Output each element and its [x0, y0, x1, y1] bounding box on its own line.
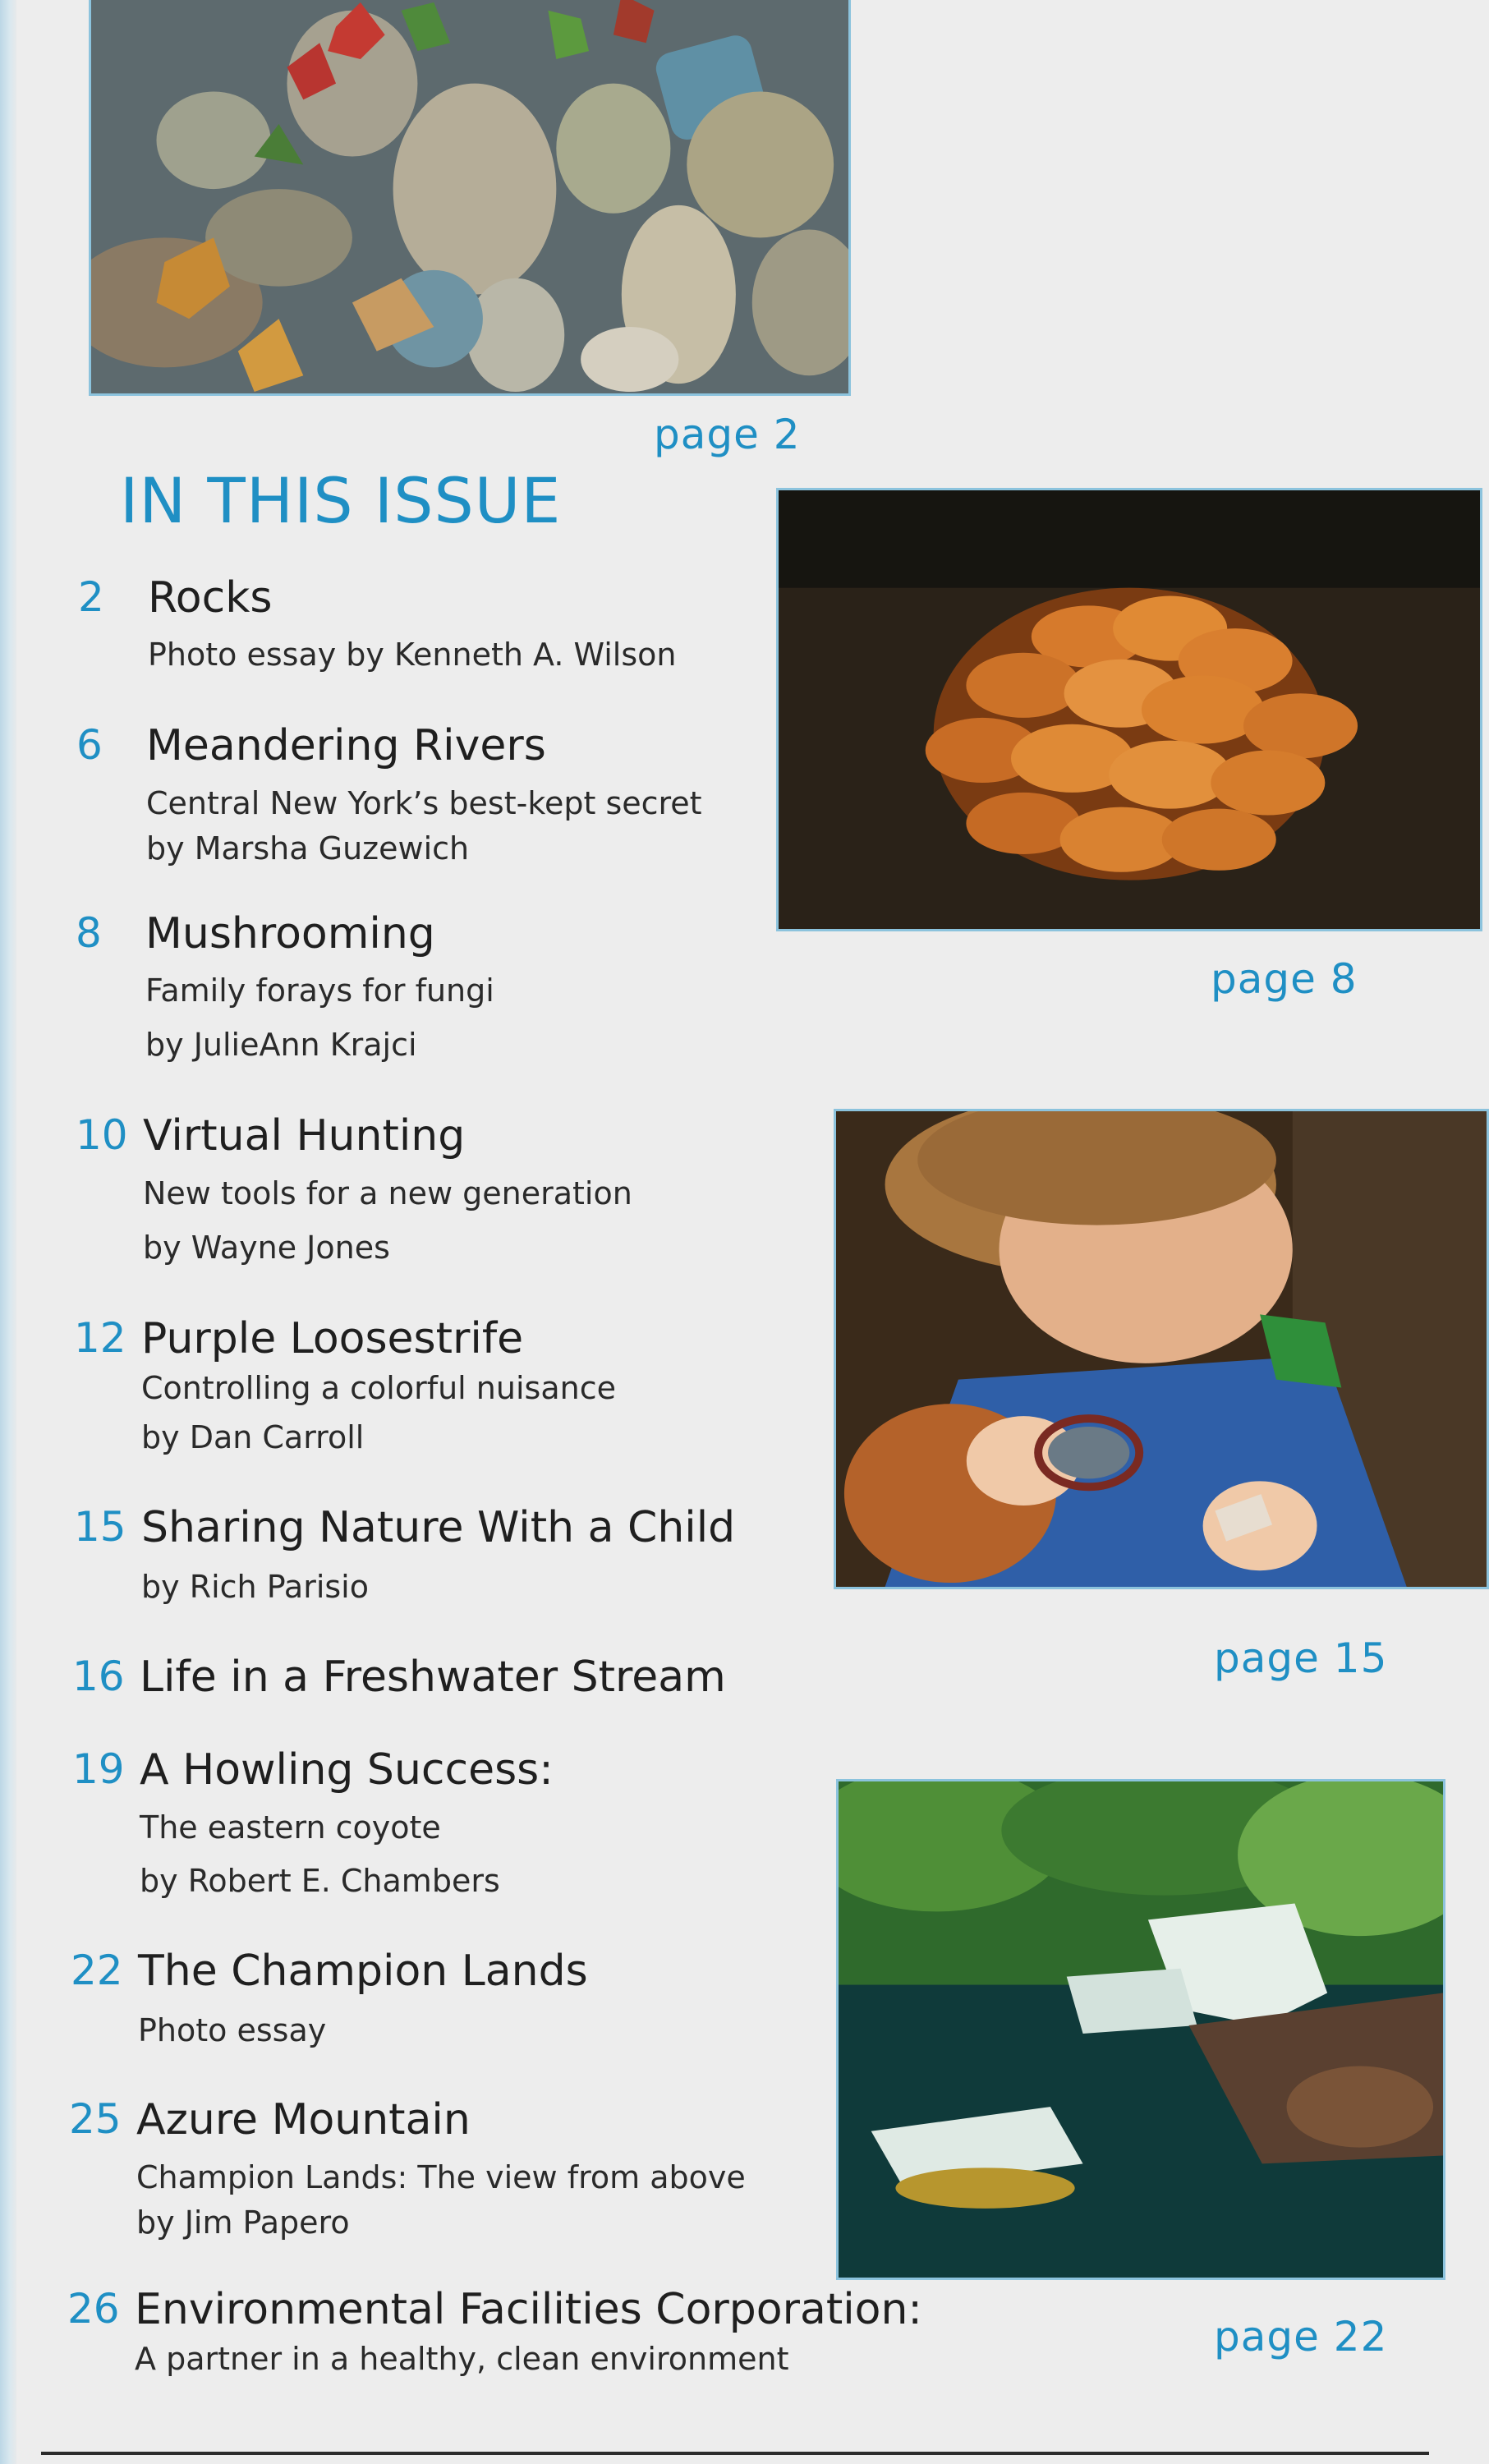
toc-entry-byline: by Dan Carroll [141, 1419, 365, 1455]
toc-entry-title: Mushrooming [145, 909, 435, 958]
issue-heading: IN THIS ISSUE [120, 464, 562, 537]
mushroom-photo [776, 488, 1482, 931]
toc-entry-byline: by Wayne Jones [143, 1230, 390, 1266]
child-photo-caption: page 15 [1214, 1634, 1388, 1682]
toc-entry-subtitle: Photo essay [138, 2012, 327, 2048]
toc-entry-title: Virtual Hunting [143, 1111, 466, 1161]
stream-photo [836, 1779, 1445, 2280]
toc-entry-title: The Champion Lands [138, 1947, 588, 1996]
toc-entry-subtitle: Controlling a colorful nuisance [141, 1370, 616, 1406]
toc-entry-page: 16 [72, 1653, 125, 1700]
rocks-photo-caption: page 2 [654, 411, 801, 458]
child-photo [834, 1109, 1489, 1589]
toc-entry-subtitle: New tools for a new generation [143, 1175, 632, 1211]
toc-entry-title: Life in a Freshwater Stream [140, 1653, 726, 1702]
toc-entry-page: 8 [76, 909, 102, 957]
bottom-rule [41, 2452, 1429, 2455]
toc-entry-page: 26 [67, 2285, 120, 2333]
toc-entry-byline: by JulieAnn Krajci [145, 1027, 417, 1063]
toc-entry-byline: by Robert E. Chambers [140, 1863, 500, 1899]
toc-entry-page: 22 [71, 1947, 123, 1994]
toc-entry-subtitle: Champion Lands: The view from above [136, 2159, 746, 2195]
rocks-photo [89, 0, 851, 396]
toc-entry-byline: by Marsha Guzewich [146, 830, 470, 867]
toc-entry-page: 6 [76, 721, 103, 769]
toc-entry-page: 25 [69, 2095, 122, 2143]
stream-photo-caption: page 22 [1214, 2313, 1388, 2361]
toc-entry-byline: Photo essay by Kenneth A. Wilson [148, 637, 677, 673]
toc-entry-title: A Howling Success: [140, 1745, 554, 1795]
toc-entry-title: Sharing Nature With a Child [141, 1503, 736, 1552]
toc-entry-title: Rocks [148, 573, 273, 623]
page-edge [0, 0, 16, 2464]
toc-entry-subtitle: A partner in a healthy, clean environment [135, 2341, 789, 2377]
toc-entry-page: 19 [72, 1745, 125, 1793]
toc-entry-byline: by Rich Parisio [141, 1569, 369, 1605]
mushroom-photo-caption: page 8 [1211, 955, 1358, 1003]
toc-entry-page: 12 [74, 1314, 126, 1362]
toc-entry-title: Environmental Facilities Corporation: [135, 2285, 922, 2334]
toc-entry-page: 2 [78, 573, 104, 621]
toc-entry-page: 10 [76, 1111, 128, 1159]
toc-entry-title: Meandering Rivers [146, 721, 546, 770]
toc-entry-title: Azure Mountain [136, 2095, 471, 2145]
toc-entry-page: 15 [74, 1503, 126, 1551]
toc-entry-title: Purple Loosestrife [141, 1314, 524, 1363]
toc-entry-byline: by Jim Papero [136, 2204, 350, 2241]
toc-entry-subtitle: Central New York’s best-kept secret [146, 785, 702, 821]
toc-entry-subtitle: Family forays for fungi [145, 972, 494, 1009]
toc-entry-subtitle: The eastern coyote [140, 1809, 441, 1846]
